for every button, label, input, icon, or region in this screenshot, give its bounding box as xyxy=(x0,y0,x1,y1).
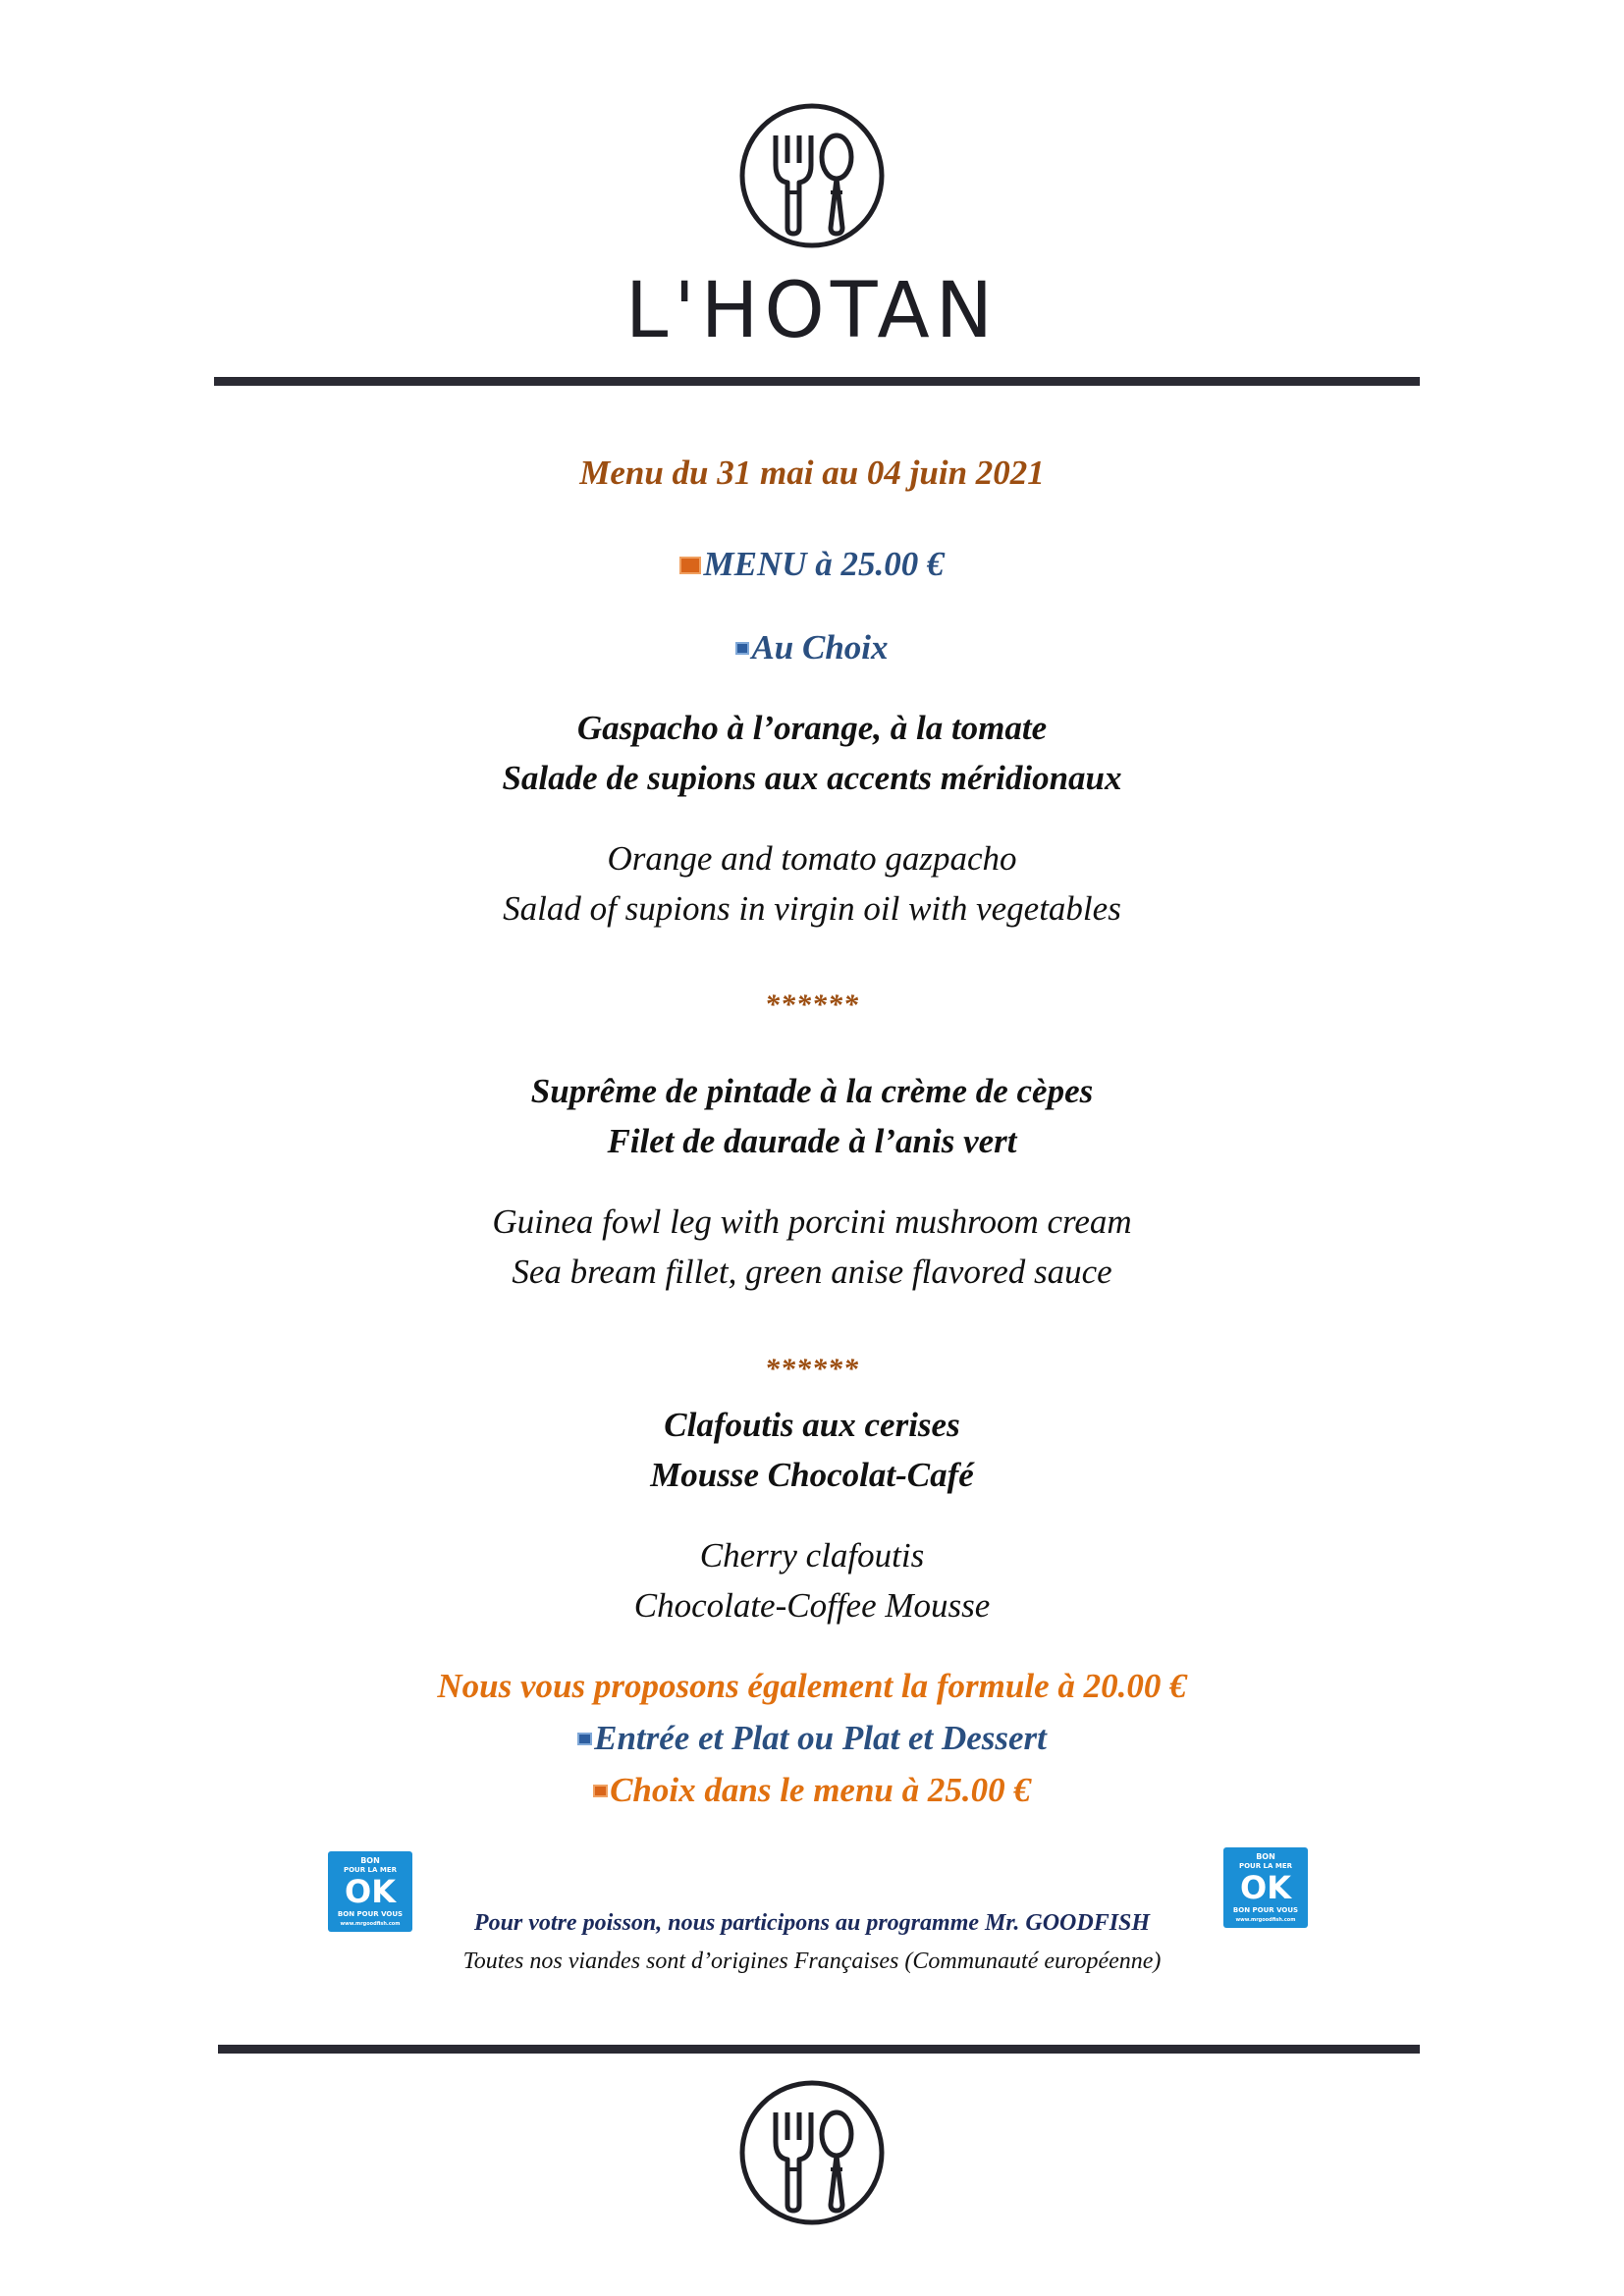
square-bullet-icon xyxy=(679,557,701,574)
formula-offer: Nous vous proposons également la formule à 20.00 € xyxy=(437,1667,1187,1705)
dessert-en-1: Cherry clafoutis xyxy=(699,1536,925,1575)
bottom-divider xyxy=(218,2045,1420,2054)
starter-fr-2: Salade de supions aux accents méridionaux xyxy=(502,759,1122,797)
starter-en-2: Salad of supions in virgin oil with vegetables xyxy=(503,889,1121,928)
dessert-en-2: Chocolate-Coffee Mousse xyxy=(633,1586,991,1625)
meat-origin-note: Toutes nos viandes sont d’origines Françaises (Communauté européenne) xyxy=(462,1949,1162,1974)
fork-spoon-logo-icon xyxy=(738,2079,886,2226)
menu-date: Menu du 31 mai au 04 juin 2021 xyxy=(579,454,1045,492)
main-fr-2: Filet de daurade à l’anis vert xyxy=(607,1122,1017,1160)
badge-top-text: BON xyxy=(360,1856,380,1865)
badge-url-text: www.mrgoodfish.com xyxy=(1235,1917,1296,1923)
choice-label: Au Choix xyxy=(751,628,889,667)
dessert-fr-2: Mousse Chocolat-Café xyxy=(650,1456,974,1494)
formula-choice-label: Choix dans le menu à 25.00 € xyxy=(610,1771,1031,1809)
menu-price-title xyxy=(0,545,1624,584)
course-separator: ****** xyxy=(765,1353,859,1385)
formula-option-label: Entrée et Plat ou Plat et Dessert xyxy=(594,1719,1047,1757)
dessert-fr-1: Clafoutis aux cerises xyxy=(664,1406,960,1444)
top-divider xyxy=(214,377,1420,386)
restaurant-name: L'HOTAN xyxy=(624,267,1000,355)
main-fr-1: Suprême de pintade à la crème de cèpes xyxy=(530,1072,1094,1110)
fork-spoon-logo-icon xyxy=(738,102,886,249)
badge-top-text: BON xyxy=(1256,1852,1275,1861)
badge-ok-text: OK xyxy=(1240,1869,1291,1906)
starter-en-1: Orange and tomato gazpacho xyxy=(607,839,1017,878)
badge-bottom-text: BON POUR VOUS xyxy=(337,1910,404,1918)
badge-sub-text: POUR LA MER xyxy=(1238,1862,1293,1870)
formula-option xyxy=(0,1719,1624,1758)
main-en-2: Sea bream fillet, green anise flavored sauce xyxy=(512,1253,1112,1291)
badge-bottom-text: BON POUR VOUS xyxy=(1232,1906,1299,1914)
badge-url-text: www.mrgoodfish.com xyxy=(340,1921,401,1927)
goodfish-note: Pour votre poisson, nous participons au programme Mr. GOODFISH xyxy=(473,1910,1151,1936)
square-bullet-icon xyxy=(577,1733,592,1745)
menu-price-label: MENU à 25.00 € xyxy=(703,545,945,583)
square-bullet-icon xyxy=(735,642,749,655)
badge-ok-text: OK xyxy=(345,1873,396,1910)
square-bullet-icon xyxy=(593,1785,608,1797)
starter-fr-1: Gaspacho à l’orange, à la tomate xyxy=(576,709,1048,747)
course-separator: ****** xyxy=(765,988,859,1021)
formula-choice xyxy=(0,1771,1624,1810)
choice-title xyxy=(0,628,1624,667)
main-en-1: Guinea fowl leg with porcini mushroom cream xyxy=(492,1202,1132,1241)
badge-sub-text: POUR LA MER xyxy=(343,1866,398,1874)
